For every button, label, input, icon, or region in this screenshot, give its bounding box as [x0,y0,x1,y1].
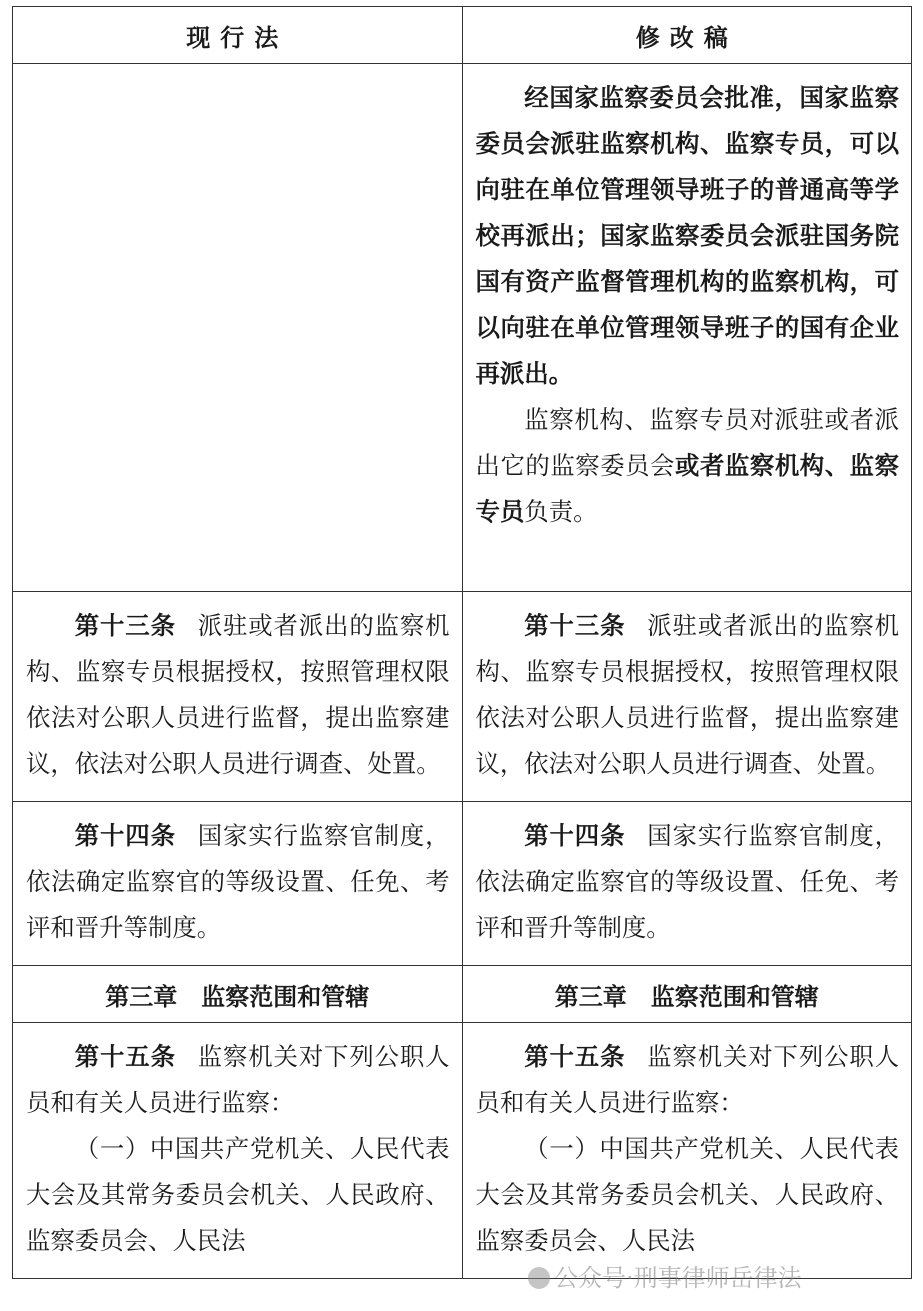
article-13 [26,603,450,787]
wechat-icon [528,1267,550,1289]
article-14 [26,813,450,951]
article-text: 国家实行监察官制度，依法确定监察官的等级设置、任免、考评和晋升等制度。 [475,821,899,942]
article-14 [476,813,900,951]
current-law-cell [13,1023,463,1279]
article-title: 第十三条 [74,611,176,640]
table-row [13,64,912,592]
article-15 [26,1034,450,1126]
list-item: （一）中国共产党机关、人民代表大会及其常务委员会机关、人民政府、监察委员会、人民法 [26,1134,450,1255]
header-current-law: 现行法 [13,7,463,64]
chapter-row [13,966,912,1023]
watermark-text: 公众号·刑事律师岳律法 [554,1264,802,1292]
article-15 [476,1034,900,1126]
article-text: 监察机关对下列公职人员和有关人员进行监察： [475,1042,899,1117]
table-row [13,802,912,966]
table-row [13,1023,912,1279]
current-law-cell [13,592,463,802]
draft-cell [462,1023,912,1279]
text-added: 或者监察机构、监察专员 [475,451,899,526]
article-title: 第十四条 [74,821,176,850]
article-text: 监察机关对下列公职人员和有关人员进行监察： [26,1042,450,1117]
header-draft: 修改稿 [462,7,912,64]
text-normal: 监察机构、监察专员对派驻或者派出它的监察委员会 [475,405,899,480]
current-law-cell [13,802,463,966]
article-text: 派驻或者派出的监察机构、监察专员根据授权，按照管理权限依法对公职人员进行监督，提出监察建议，依法对公职人员进行调查、处置。 [475,611,899,778]
chapter-heading: 第三章 监察范围和管辖 [462,966,912,1023]
table-row [13,592,912,802]
article-text: 派驻或者派出的监察机构、监察专员根据授权，按照管理权限依法对公职人员进行监督，提出监察建议，依法对公职人员进行调查、处置。 [26,611,450,778]
added-paragraph: 经国家监察委员会批准，国家监察委员会派驻监察机构、监察专员，可以向驻在单位管理领导班子的普通高等学校再派出；国家监察委员会派驻国务院国有资产监督管理机构的监察机构，可以向驻在单位管理领导班子的国有企业再派出。 [475,83,899,388]
draft-cell [462,592,912,802]
text-normal: 负责。 [524,497,598,526]
empty-cell-current-law [13,64,463,592]
list-item: （一）中国共产党机关、人民代表大会及其常务委员会机关、人民政府、监察委员会、人民法 [475,1134,899,1255]
table-header-row [13,7,912,64]
watermark [528,1258,802,1293]
draft-cell [462,802,912,966]
article-title: 第十五条 [74,1042,176,1071]
comparison-table [12,6,912,1279]
paragraph [476,397,900,535]
article-title: 第十四条 [524,821,626,850]
article-13 [476,603,900,787]
chapter-heading: 第三章 监察范围和管辖 [13,966,463,1023]
draft-cell [462,64,912,592]
article-title: 第十五条 [524,1042,626,1071]
article-text: 国家实行监察官制度，依法确定监察官的等级设置、任免、考评和晋升等制度。 [26,821,450,942]
article-title: 第十三条 [524,611,626,640]
